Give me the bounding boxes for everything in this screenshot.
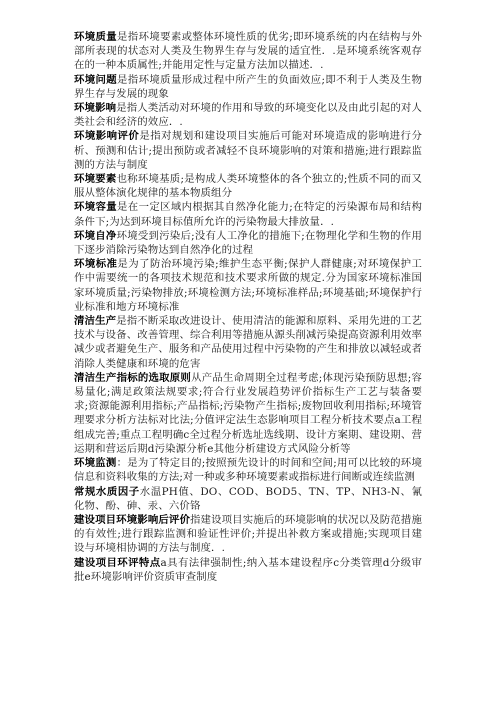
definition-term: 清洁生产指标的选取原则 bbox=[74, 371, 192, 384]
definition-paragraph bbox=[74, 371, 422, 456]
definition-term: 环境影响评价 bbox=[74, 130, 140, 143]
definition-term: 环境问题 bbox=[74, 73, 118, 86]
definition-term: 常规水质因子 bbox=[74, 485, 140, 498]
definition-paragraph bbox=[74, 172, 422, 200]
definition-text: ：是为了特定目的;按照预先设计的时间和空间;用可以比较的环境信息和资料收集的方法;对一种或多种环境要素或指标进行间断或连续监测 bbox=[74, 457, 422, 484]
definition-text: 指建设项目实施后的环境影响的状况以及防范措施的有效性;进行跟踪监测和验证性评价;并提出补救方案或措施;实现项目建设与环境相协调的方法与制度．. bbox=[74, 513, 422, 555]
definition-term: 建设项目环评特点 bbox=[74, 556, 161, 569]
definition-term: 建设项目环境影响后评价 bbox=[74, 513, 190, 526]
definition-text: 也称环境基质;是构成人类环境整体的各个独立的;性质不同的而又服从整体演化规律的基本物质组分 bbox=[74, 173, 422, 200]
definition-paragraph bbox=[74, 314, 422, 371]
definition-term: 清洁生产 bbox=[74, 315, 117, 328]
definition-paragraph bbox=[74, 129, 422, 172]
document-body bbox=[74, 30, 422, 584]
definition-term: 环境自净 bbox=[74, 229, 117, 242]
definition-paragraph bbox=[74, 485, 422, 513]
definition-paragraph bbox=[74, 101, 422, 129]
definition-text: 是指人类活动对环境的作用和导致的环境变化以及由此引起的对人类社会和经济的效应．. bbox=[74, 102, 422, 129]
definition-paragraph bbox=[74, 257, 422, 314]
definition-term: 环境监测 bbox=[74, 457, 117, 470]
definition-term: 环境质量 bbox=[74, 31, 118, 43]
definition-text: a具有法律强制性;纳入基本建设程序c分类管理d分级审批e环境影响评价资质审查制度 bbox=[74, 556, 422, 583]
definition-paragraph bbox=[74, 30, 422, 73]
definition-text: 是为了防治环境污染;维护生态平衡;保护人群健康;对环境保护工作中需要统一的各项技术规范和技术要求所做的规定.分为国家环境标准国家环境质量;污染物排放;环境检测方法;环境标准样品;环境基础;环境保护行业标准和地方环境标准 bbox=[74, 258, 423, 313]
definition-text: 是指对规划和建设项目实施后可能对环境造成的影响进行分析、预测和估计;提出预防或者减轻不良环境影响的对策和措施;进行跟踪监测的方法与制度 bbox=[74, 130, 422, 171]
definition-term: 环境标准 bbox=[74, 258, 118, 271]
definition-text: 是指不断采取改进设计、使用清洁的能源和原料、采用先进的工艺技术与设备、改善管理、综合利用等措施从源头削减污染提高资源利用效率减少或者避免生产、服务和产品使用过程中污染物的产生和排放以减轻或者消除人类健康和环境的危害 bbox=[74, 315, 422, 370]
definition-paragraph bbox=[74, 513, 422, 556]
definition-term: 环境影响 bbox=[74, 102, 117, 115]
definition-text: 从产品生命周期全过程考虑;体现污染预防思想;容易量化;满足政策法规要求;符合行业发展趋势评价指标生产工艺与装备要求;资源能源利用指标;产品指标;污染物产生指标;废物回收利用指标;环境管理要求分析方法标对比法;分值评定法生态影响项目工程分析技术要点a工程组成完善;重点工程明确c全过程分析选址选线期、设计方案期、建设期、营运期和营运后期d污染源分析e其他分析建设方式风险分析等 bbox=[74, 371, 422, 455]
definition-text: 水温PH值、DO、COD、BOD5、TN、TP、NH3-N、氰化物、酚、砷、汞、六价铬 bbox=[74, 485, 423, 512]
definition-text: 是指环境要素或整体环境性质的优劣;即环境系统的内在结构与外部所表现的状态对人类及生物界生存与发展的适宜性．.是环境系统客观存在的一种本质属性;并能用定性与定量方法加以描述．. bbox=[74, 31, 422, 72]
definition-term: 环境容量 bbox=[74, 201, 118, 214]
definition-text: 是在一定区域内根据其自然净化能力;在特定的污染源布局和结构条件下;为达到环境目标值所允许的污染物最大排放量．. bbox=[74, 201, 422, 228]
definition-term: 环境要素 bbox=[74, 173, 117, 186]
definition-paragraph bbox=[74, 73, 422, 101]
definition-paragraph bbox=[74, 200, 422, 228]
definition-text: 环境受到污染后;没有人工净化的措施下;在物理化学和生物的作用下逐步消除污染物达到自然净化的过程 bbox=[74, 229, 422, 257]
definition-text: 是指环境质量形成过程中所产生的负面效应;即不利于人类及生物界生存与发展的现象 bbox=[74, 73, 422, 100]
definition-paragraph bbox=[74, 556, 422, 584]
definition-paragraph bbox=[74, 456, 422, 484]
definition-paragraph bbox=[74, 229, 422, 257]
